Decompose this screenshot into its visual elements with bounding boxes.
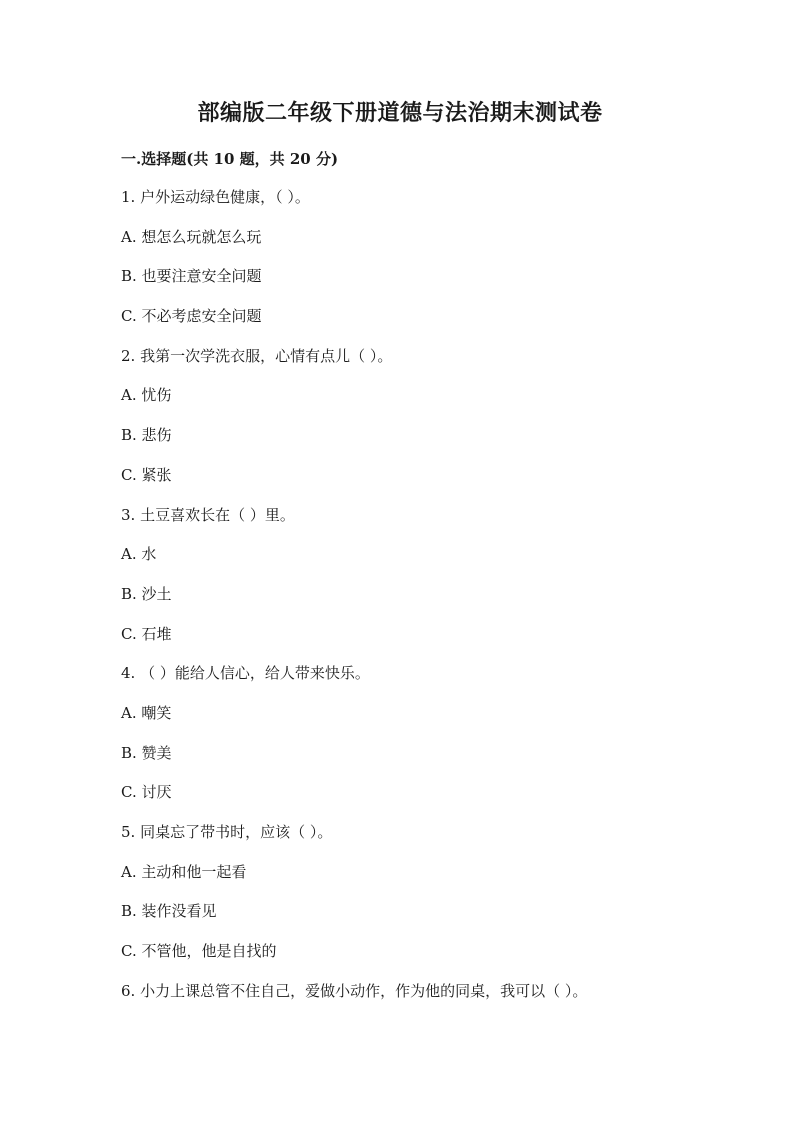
question-4: 4. （ ）能给人信心，给人带来快乐。: [121, 664, 370, 683]
question-1-option-a: A. 想怎么玩就怎么玩: [121, 227, 262, 246]
question-4-option-c: C. 讨厌: [121, 783, 172, 802]
question-4-option-a: A. 嘲笑: [121, 703, 172, 722]
question-1: 1. 户外运动绿色健康，（ ）。: [121, 188, 310, 206]
question-2-option-c: C. 紧张: [121, 465, 172, 484]
question-2-option-a: A. 忧伤: [121, 386, 172, 405]
question-6: 6. 小力上课总管不住自己，爱做小动作，作为他的同桌，我可以（ ）。: [121, 981, 588, 1000]
question-3: 3. 土豆喜欢长在（ ）里。: [121, 505, 295, 524]
question-2: 2. 我第一次学洗衣服，心情有点儿（ ）。: [121, 346, 393, 365]
question-1-option-c: C. 不必考虑安全问题: [121, 307, 262, 326]
question-3-option-c: C. 石堆: [121, 624, 172, 643]
question-5-option-b: B. 装作没看见: [121, 902, 217, 921]
document-title: 部编版二年级下册道德与法治期末测试卷: [197, 100, 603, 126]
question-3-option-a: A. 水: [121, 545, 157, 564]
section-heading: 一.选择题(共 10 题，共 20 分): [121, 150, 339, 168]
question-2-option-b: B. 悲伤: [121, 426, 172, 445]
question-3-option-b: B. 沙土: [121, 584, 172, 603]
question-5-option-a: A. 主动和他一起看: [121, 862, 247, 881]
question-5: 5. 同桌忘了带书时，应该（ ）。: [121, 823, 333, 841]
question-4-option-b: B. 赞美: [121, 743, 172, 762]
question-5-option-c: C. 不管他，他是自找的: [121, 942, 277, 961]
question-1-option-b: B. 也要注意安全问题: [121, 267, 262, 286]
question-list: [121, 186, 721, 1019]
